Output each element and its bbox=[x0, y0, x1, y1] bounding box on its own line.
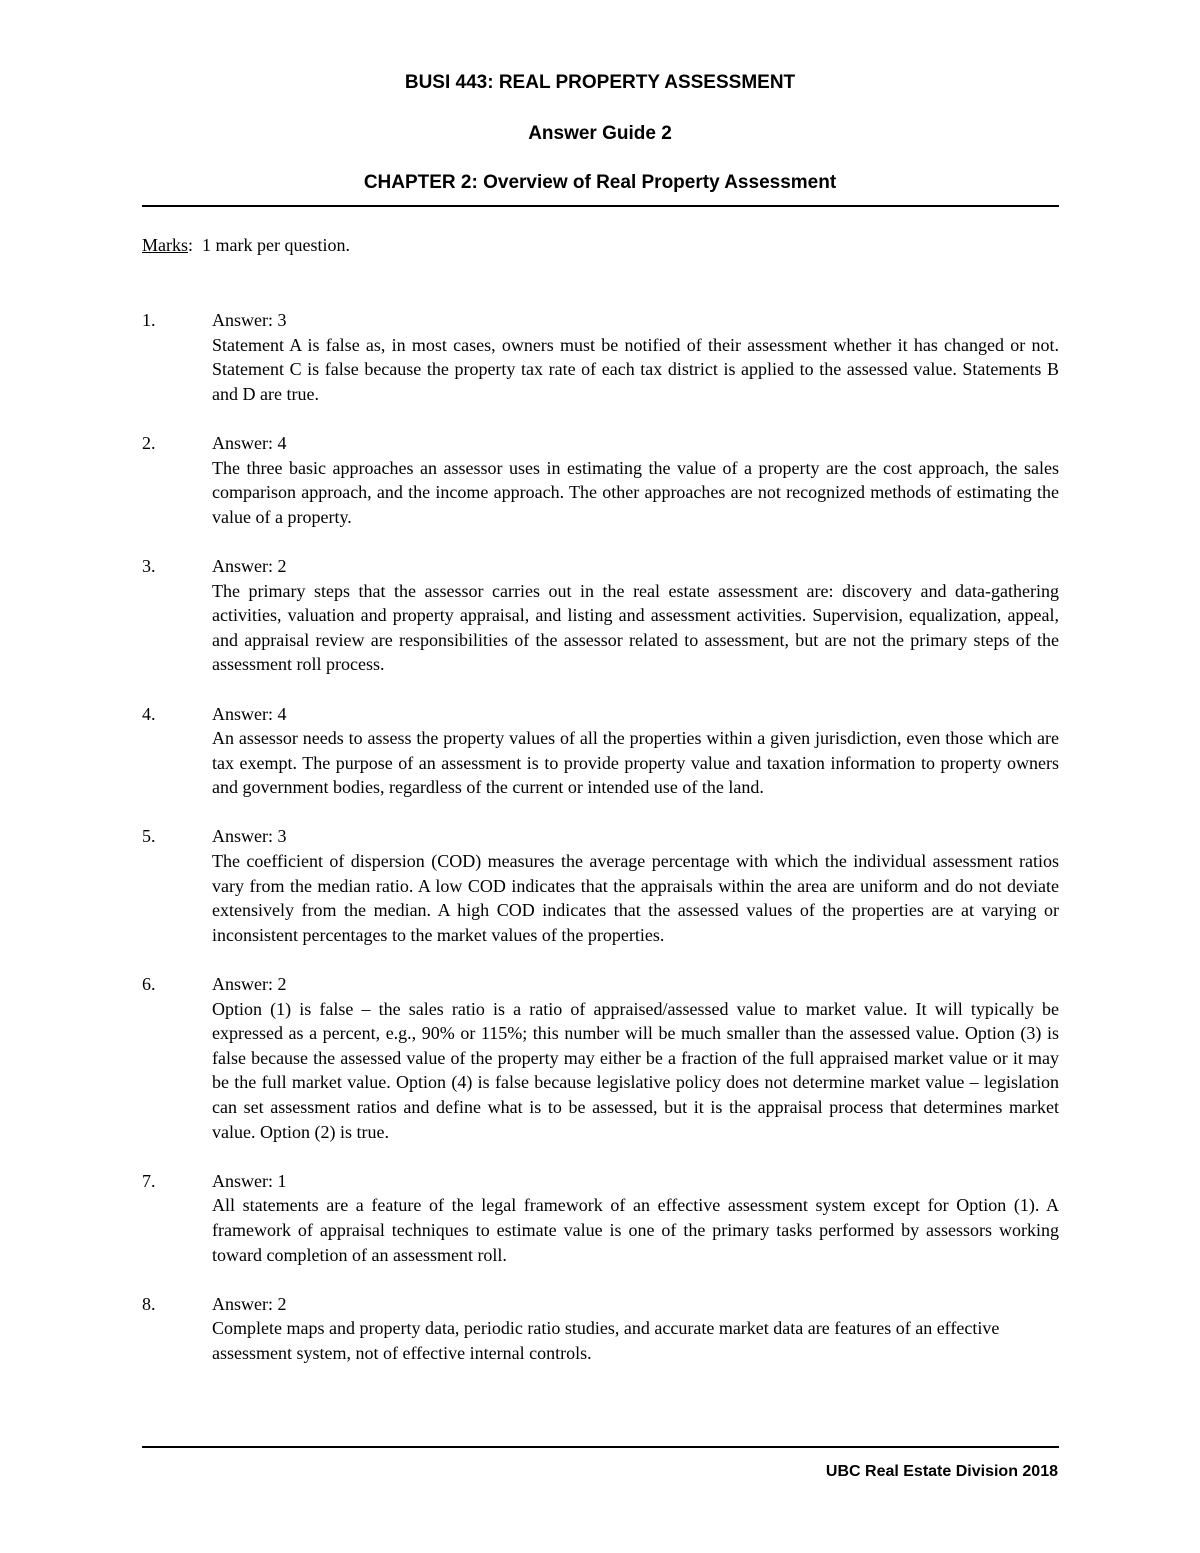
answer-explanation: All statements are a feature of the legal framework of an effective assessment system except for Option (1). A framework of appraisal techniques to estimate value is one of the primary tasks performed by assessors working toward completion of an assessment roll. bbox=[212, 1195, 1059, 1265]
footer-divider bbox=[142, 1446, 1059, 1448]
answer-explanation: The coefficient of dispersion (COD) measures the average percentage with which the individual assessment ratios vary from the median ratio. A low COD indicates that the appraisals within the area are uniform and do not deviate extensively from the median. A high COD indicates that the assessed values of the properties are at varying or inconsistent percentages to the market values of the properties. bbox=[212, 851, 1059, 945]
answer-value: Answer: 4 bbox=[212, 432, 287, 453]
answer-item-6 bbox=[142, 972, 1059, 1144]
marks-line: Marks: 1 mark per question. bbox=[142, 235, 350, 255]
answer-item-3 bbox=[142, 554, 1059, 677]
answer-explanation: An assessor needs to assess the property values of all the properties within a given jurisdiction, even those which are tax exempt. The purpose of an assessment is to provide property value and taxation information to property owners and government bodies, regardless of the current or intended use of the land. bbox=[212, 728, 1059, 798]
answer-item-1 bbox=[142, 308, 1059, 406]
question-number: 5. bbox=[142, 826, 156, 847]
answer-value: Answer: 4 bbox=[212, 703, 287, 724]
answer-explanation: The primary steps that the assessor carries out in the real estate assessment are: discovery and data-gathering activities, valuation and property appraisal, and listing and assessment activities. Supervision, equalization, appeal, and appraisal review are responsibilities of the assessor related to assessment, but are not the primary steps of the assessment roll process. bbox=[212, 580, 1059, 675]
answer-explanation: The three basic approaches an assessor uses in estimating the value of a property are the cost approach, the sales comparison approach, and the income approach. The other approaches are not recognized methods of estimating the value of a property. bbox=[212, 457, 1059, 527]
question-number: 4. bbox=[142, 703, 156, 724]
guide-title: Answer Guide 2 bbox=[528, 123, 672, 144]
answer-list bbox=[142, 308, 1059, 1390]
answer-value: Answer: 3 bbox=[212, 826, 287, 847]
answer-item-4 bbox=[142, 702, 1059, 800]
answer-value: Answer: 1 bbox=[212, 1170, 287, 1191]
answer-explanation: Complete maps and property data, periodic ratio studies, and accurate market data are features of an effective assessment system, not of effective internal controls. bbox=[212, 1318, 1000, 1363]
answer-value: Answer: 2 bbox=[212, 555, 287, 576]
question-number: 3. bbox=[142, 555, 156, 576]
marks-text: 1 mark per question. bbox=[202, 235, 350, 255]
marks-label: Marks bbox=[142, 235, 188, 255]
question-number: 8. bbox=[142, 1293, 156, 1314]
course-title: BUSI 443: REAL PROPERTY ASSESSMENT bbox=[404, 72, 796, 93]
answer-value: Answer: 3 bbox=[212, 310, 287, 330]
header-divider bbox=[142, 205, 1059, 207]
question-number: 6. bbox=[142, 974, 156, 995]
answer-explanation: Option (1) is false – the sales ratio is a ratio of appraised/assessed value to market value. It will typically be expressed as a percent, e.g., 90% or 115%; this number will be much smaller than the assessed value. Option (3) is false because the assessed value of the property may either be a fraction of the full appraised market value or it may be the full market value. Option (4) is false because legislative policy does not determine market value – legislation can set assessment ratios and define what is to be assessed, but it is the appraisal process that determines market value. Option (2) is true. bbox=[212, 998, 1059, 1142]
answer-item-2 bbox=[142, 431, 1059, 529]
answer-value: Answer: 2 bbox=[212, 974, 287, 995]
answer-item-7 bbox=[142, 1169, 1059, 1267]
question-number: 7. bbox=[142, 1170, 156, 1191]
answer-value: Answer: 2 bbox=[212, 1293, 287, 1314]
question-number: 1. bbox=[142, 310, 156, 330]
question-number: 2. bbox=[142, 432, 156, 453]
answer-item-5 bbox=[142, 824, 1059, 947]
answer-item-8 bbox=[142, 1292, 1059, 1366]
chapter-title: CHAPTER 2: Overview of Real Property Assessment bbox=[363, 172, 837, 193]
answer-explanation: Statement A is false as, in most cases, owners must be notified of their assessment whether it has changed or not. Statement C is false because the property tax rate of each tax district is applied to the assessed value. Statements B and D are true. bbox=[212, 334, 1059, 404]
footer-credit: UBC Real Estate Division 2018 bbox=[825, 1463, 1058, 1480]
